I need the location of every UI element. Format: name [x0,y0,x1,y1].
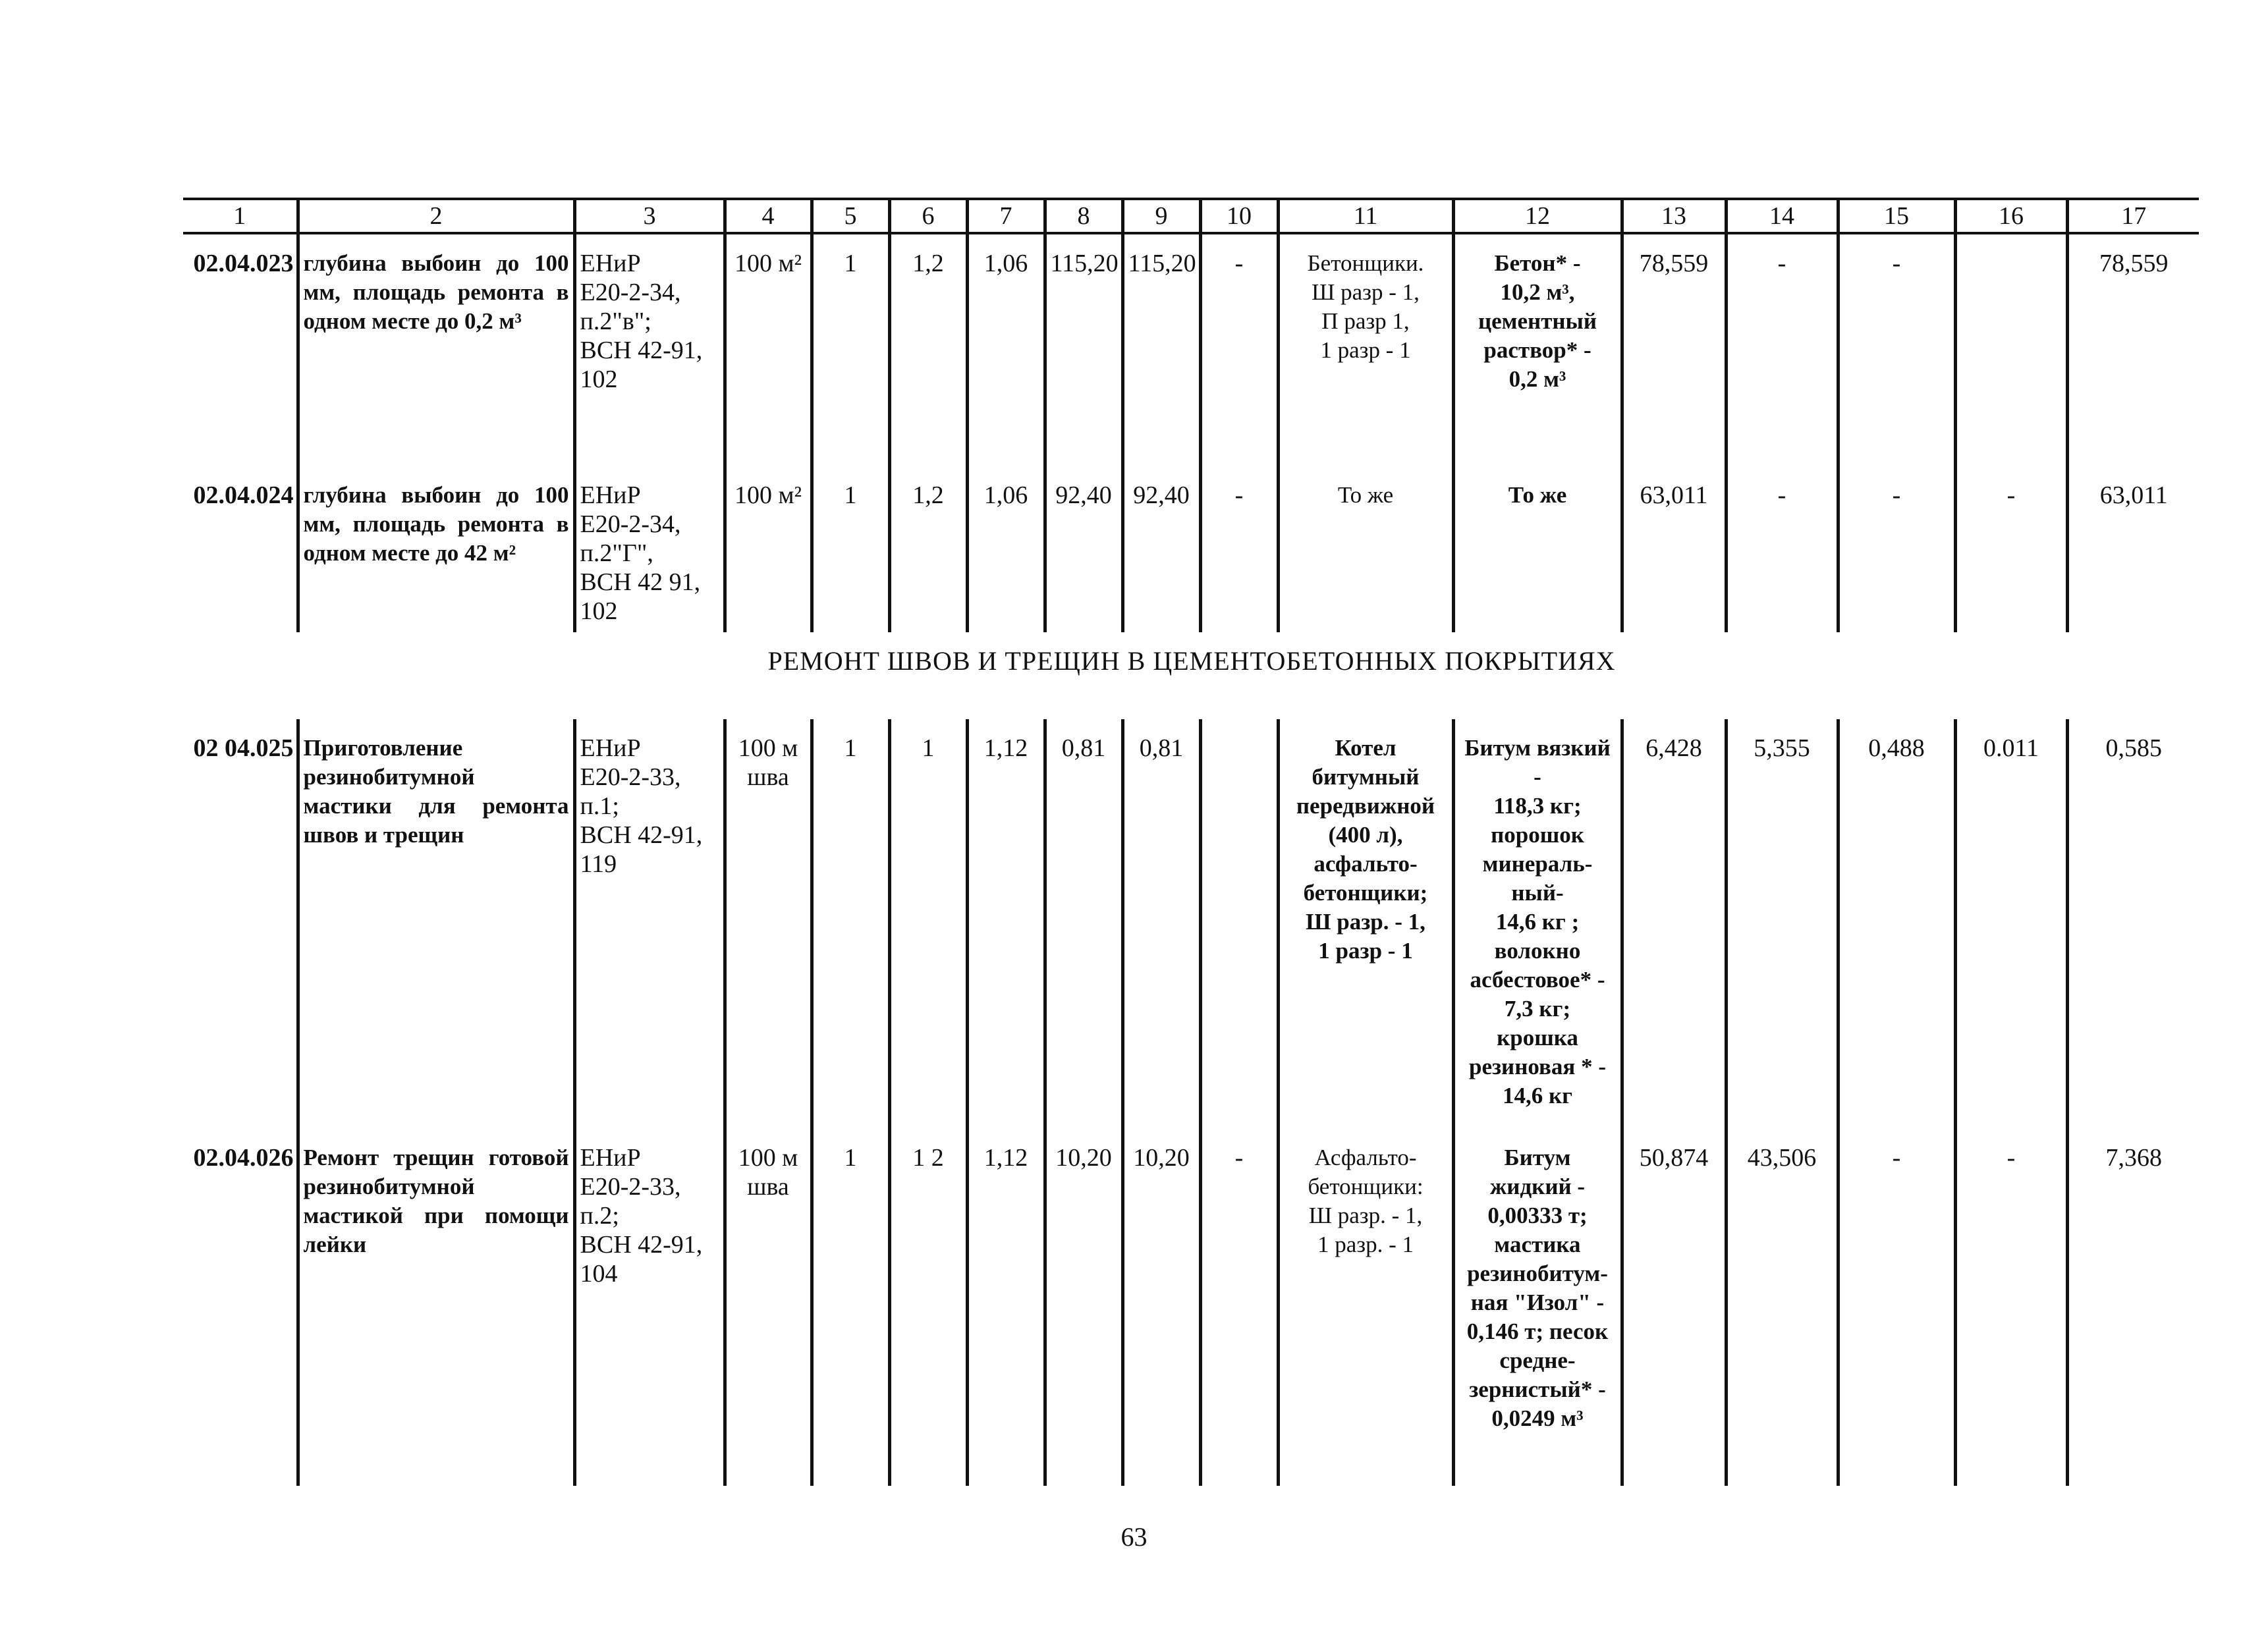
row-c10: - [1200,466,1278,632]
norms-table [183,198,2199,1486]
row-workers: Котел битумный передвижной (400 л), асфальто- бетонщики; Ш разр. - 1, 1 разр - 1 [1278,719,1453,1129]
col-header: 5 [812,199,889,233]
row-c15: - [1838,1129,1955,1486]
row-code: 02.04.023 [193,250,294,277]
row-c15: - [1838,233,1955,466]
row-c8: 115,20 [1045,233,1122,466]
row-code: 02 04.025 [193,734,294,762]
col-header: 10 [1200,199,1278,233]
row-c15: - [1838,466,1955,632]
row-c6: 1,2 [889,466,967,632]
row-c7: 1,06 [967,233,1045,466]
row-c7: 1,12 [967,719,1045,1129]
row-c5: 1 [812,1129,889,1486]
row-workers: Асфальто- бетонщики: Ш разр. - 1, 1 разр. - 1 [1278,1129,1453,1486]
row-c5: 1 [812,719,889,1129]
col-header: 16 [1955,199,2067,233]
row-c13: 6,428 [1622,719,1726,1129]
table-row [183,466,2199,632]
row-unit: 100 м² [725,466,812,632]
row-c16: - [1955,1129,2067,1486]
row-c15: 0,488 [1838,719,1955,1129]
table-row [183,719,2199,1129]
row-materials: Битум жидкий - 0,00333 т; мастика резинобитум- ная "Изол" - 0,146 т; песок средне- зернистый* - 0,0249 м³ [1453,1129,1622,1486]
row-c8: 92,40 [1045,466,1122,632]
row-unit: 100 м² [725,233,812,466]
col-header: 11 [1278,199,1453,233]
row-c17: 78,559 [2067,233,2199,466]
row-c14: 5,355 [1726,719,1838,1129]
row-workers: Бетонщики. Ш разр - 1, П разр 1, 1 разр - 1 [1278,233,1453,466]
col-header: 12 [1453,199,1622,233]
col-header: 8 [1045,199,1122,233]
row-code: 02.04.024 [193,481,294,509]
row-c9: 0,81 [1122,719,1200,1129]
row-description: Приготовление резинобитумной мастики для ремонта швов и трещин [298,719,574,1129]
col-header: 17 [2067,199,2199,233]
row-c17: 7,368 [2067,1129,2199,1486]
col-header: 14 [1726,199,1838,233]
row-description: глубина выбоин до 100 мм, площадь ремонта в одном месте до 42 м² [298,466,574,632]
row-norm-reference: ЕНиР Е20-2-34, п.2"Г", ВСН 42 91, 102 [574,466,725,632]
row-c5: 1 [812,233,889,466]
row-materials: Битум вязкий - 118,3 кг; порошок минераль- ный- 14,6 кг ; волокно асбестовое* - 7,3 кг; крошка резиновая * - 14,6 кг [1453,719,1622,1129]
table-row [183,233,2199,466]
page-number: 63 [1120,1522,1148,1552]
col-header: 4 [725,199,812,233]
row-c14: 43,506 [1726,1129,1838,1486]
row-c9: 10,20 [1122,1129,1200,1486]
row-c8: 10,20 [1045,1129,1122,1486]
row-workers: То же [1278,466,1453,632]
row-unit: 100 м шва [725,719,812,1129]
col-header: 7 [967,199,1045,233]
row-c5: 1 [812,466,889,632]
row-norm-reference: ЕНиР Е20-2-33, п.2; ВСН 42-91, 104 [574,1129,725,1486]
row-c14: - [1726,233,1838,466]
table-row [183,1129,2199,1486]
row-norm-reference: ЕНиР Е20-2-34, п.2"в"; ВСН 42-91, 102 [574,233,725,466]
row-c9: 115,20 [1122,233,1200,466]
row-code: 02.04.026 [193,1144,294,1172]
col-header: 6 [889,199,967,233]
row-c17: 0,585 [2067,719,2199,1129]
row-c16: - [1955,466,2067,632]
row-c16: 0.011 [1955,719,2067,1129]
row-c10: - [1200,1129,1278,1486]
row-c9: 92,40 [1122,466,1200,632]
table-header-row [183,199,2199,233]
section-title: РЕМОНТ ШВОВ И ТРЕЩИН В ЦЕМЕНТОБЕТОННЫХ ПОКРЫТИЯХ [767,646,1616,676]
row-c10: - [1200,233,1278,466]
row-c13: 63,011 [1622,466,1726,632]
row-c13: 78,559 [1622,233,1726,466]
row-c7: 1,12 [967,1129,1045,1486]
row-unit: 100 м шва [725,1129,812,1486]
col-header: 3 [574,199,725,233]
row-c8: 0,81 [1045,719,1122,1129]
row-c6: 1 2 [889,1129,967,1486]
row-c16 [1955,233,2067,466]
col-header: 2 [298,199,574,233]
row-description: Ремонт трещин готовой резинобитумной мастикой при помощи лейки [298,1129,574,1486]
row-c7: 1,06 [967,466,1045,632]
row-norm-reference: ЕНиР Е20-2-33, п.1; ВСН 42-91, 119 [574,719,725,1129]
col-header: 1 [183,199,298,233]
col-header: 9 [1122,199,1200,233]
section-row [183,632,2199,719]
row-description: глубина выбоин до 100 мм, площадь ремонта в одном месте до 0,2 м³ [298,233,574,466]
row-c6: 1,2 [889,233,967,466]
col-header: 13 [1622,199,1726,233]
row-materials: То же [1453,466,1622,632]
row-c6: 1 [889,719,967,1129]
col-header: 15 [1838,199,1955,233]
row-materials: Бетон* - 10,2 м³, цементный раствор* - 0,2 м³ [1453,233,1622,466]
row-c17: 63,011 [2067,466,2199,632]
row-c10 [1200,719,1278,1129]
row-c14: - [1726,466,1838,632]
row-c13: 50,874 [1622,1129,1726,1486]
